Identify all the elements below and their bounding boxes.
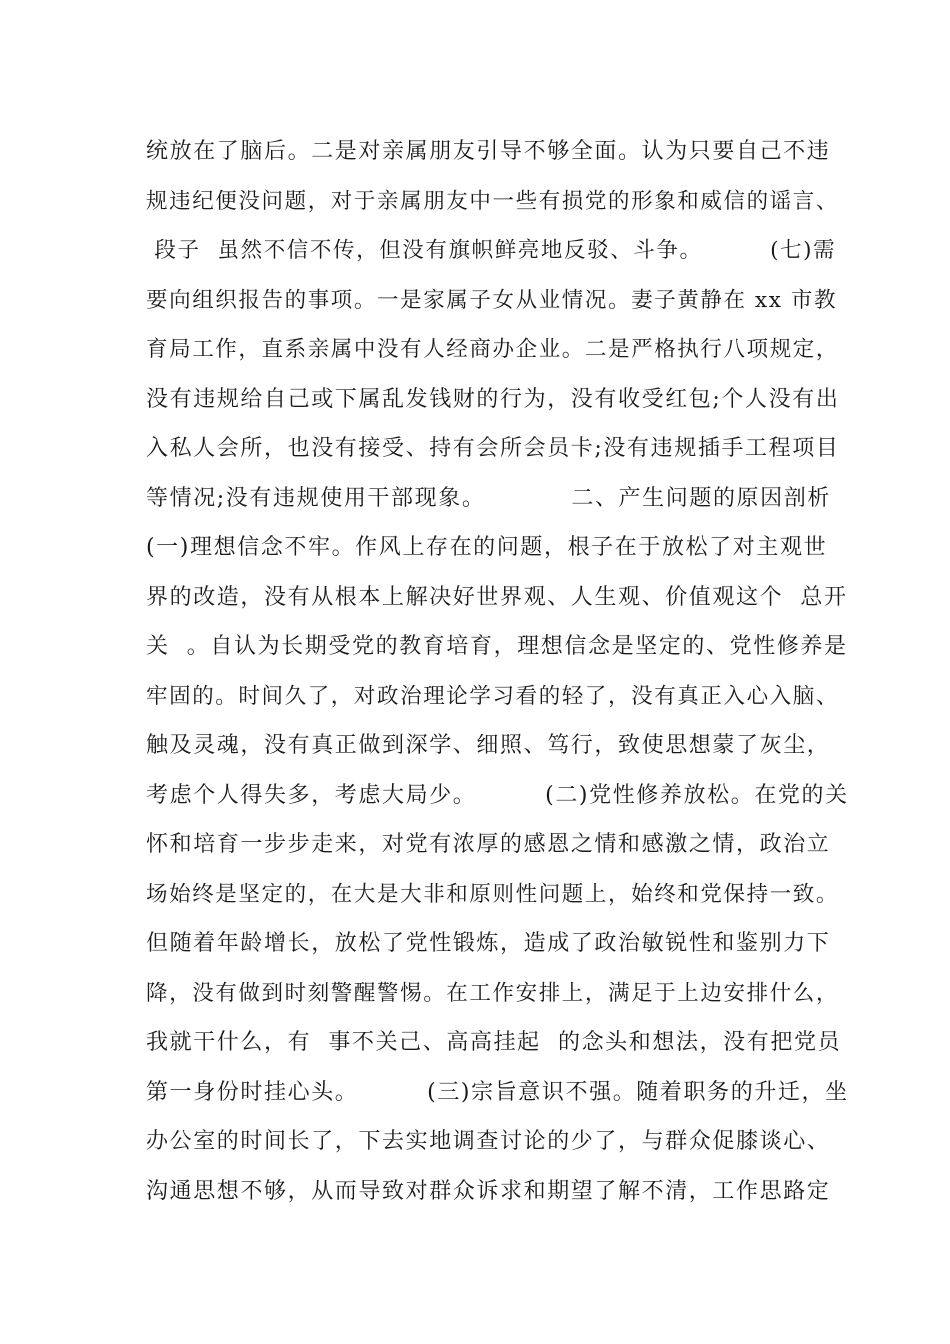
text-line: 等情况;没有违规使用干部现象。 二、产生问题的原因剖析	[146, 486, 831, 511]
text-line: 规违纪便没问题，对于亲属朋友中一些有损党的形象和威信的谣言、	[146, 189, 840, 214]
text-line: 沟通思想不够，从而导致对群众诉求和期望了解不清，工作思路定	[146, 1179, 831, 1204]
text-line: 界的改造，没有从根本上解决好世界观、人生观、价值观这个 总开	[146, 585, 848, 610]
text-line: 没有违规给自己或下属乱发钱财的行为，没有收受红包;个人没有出	[146, 387, 840, 412]
text-line: 我就干什么，有 事不关己、高高挂起 的念头和想法，没有把党员	[146, 1030, 842, 1055]
text-line: 但随着年龄增长，放松了党性锻炼，造成了政治敏锐性和鉴别力下	[146, 931, 831, 956]
text-line: 第一身份时挂心头。 (三)宗旨意识不强。随着职务的升迁，坐	[146, 1080, 849, 1105]
text-line: (一)理想信念不牢。作风上存在的问题，根子在于放松了对主观世	[146, 535, 828, 560]
text-line: 怀和培育一步步走来，对党有浓厚的感恩之情和感激之情，政治立	[146, 832, 831, 857]
text-line: 关 。自认为长期受党的教育培育，理想信念是坚定的、党性修养是	[146, 634, 848, 659]
text-line: 牢固的。时间久了，对政治理论学习看的轻了，没有真正入心入脑、	[146, 684, 840, 709]
text-line: 考虑个人得失多，考虑大局少。 (二)党性修养放松。在党的关	[146, 783, 849, 808]
text-line: 要向组织报告的事项。一是家属子女从业情况。妻子黄静在 xx 市教	[146, 288, 838, 313]
text-line: 触及灵魂，没有真正做到深学、细照、笃行，致使思想蒙了灰尘，	[146, 733, 831, 758]
text-line: 场始终是坚定的，在大是大非和原则性问题上，始终和党保持一致。	[146, 882, 840, 907]
text-line: 办公室的时间长了，下去实地调查讨论的少了，与群众促膝谈心、	[146, 1129, 831, 1154]
text-line: 降，没有做到时刻警醒警惕。在工作安排上，满足于上边安排什么，	[146, 981, 840, 1006]
text-line: 统放在了脑后。二是对亲属朋友引导不够全面。认为只要自己不违	[146, 139, 831, 164]
text-line: 段子 虽然不信不传，但没有旗帜鲜亮地反驳、斗争。 (七)需	[146, 238, 837, 263]
text-line: 入私人会所，也没有接受、持有会所会员卡;没有违规插手工程项目	[146, 436, 840, 461]
text-line: 育局工作，直系亲属中没有人经商办企业。二是严格执行八项规定，	[146, 337, 840, 362]
